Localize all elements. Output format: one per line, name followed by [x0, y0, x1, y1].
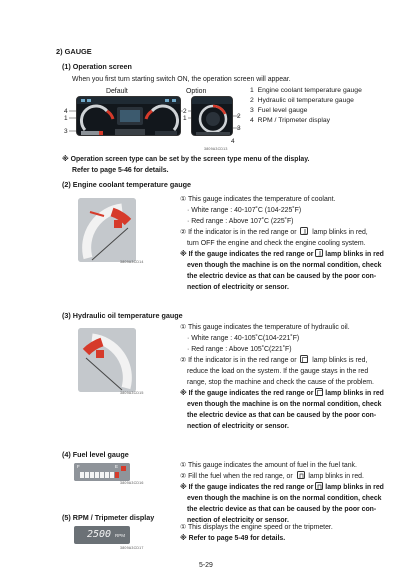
hydraulic-lamp-icon — [300, 355, 308, 363]
page-number: 5-29 — [199, 562, 213, 569]
fuel-lamp-icon — [297, 471, 305, 479]
operation-screen-default — [76, 96, 181, 136]
hydraulic-image-code: 3809A3CD15 — [120, 391, 144, 395]
fuel-e-label: E — [115, 464, 119, 469]
fuel-text: ① This gauge indicates the amount of fuel in the fuel tank. ② Fill the fuel when the red range, or lamp blinks in red. ※ If the gauge indicates the red range or lamp blinks in red even though the machine is on the normal condition, check the electric device as that can be caused by the poor con- nection of electricity or sensor. — [180, 462, 384, 524]
fuel-image-code: 3809A3CD16 — [120, 481, 144, 485]
legend-item-3: 3 Fuel level gauge — [250, 107, 308, 114]
operation-image-code: 3809A3CD13 — [204, 147, 228, 151]
label-option: Option — [186, 88, 207, 95]
coolant-lamp-icon — [300, 227, 308, 235]
callout-1-left: 1 — [64, 115, 68, 122]
rpm-image-code: 3809A3CD17 — [120, 546, 144, 550]
callout-4-left: 4 — [64, 108, 68, 115]
rpm-display-value: 2500 — [87, 529, 112, 540]
coolant-text: ① This gauge indicates the temperature of coolant. · White range : 40-107˚C (104-225˚F) · Red range : Above 107˚C (225˚F) ② If the indicator is in the red range or lamp blinks in red, turn OFF the engine and check the engine cooling system. ※ If the gauge indicates the red range or lamp blinks in red even though the machine is on the normal condition, check the electric device as that can be caused by the poor con- nection of electricity or sensor. — [180, 196, 384, 291]
section-title: 2) GAUGE — [56, 47, 92, 56]
operation-heading: (1) Operation screen — [62, 62, 132, 71]
operation-screen-option — [191, 96, 233, 136]
legend-item-2: 2 Hydraulic oil temperature gauge — [250, 97, 354, 104]
hydraulic-lamp-icon-2 — [315, 388, 323, 396]
hydraulic-heading: (3) Hydraulic oil temperature gauge — [62, 311, 183, 320]
rpm-heading: (5) RPM / Tripmeter display — [62, 513, 155, 522]
label-default: Default — [106, 88, 128, 95]
rpm-text: ① This displays the engine speed or the tripmeter. ※ Refer to page 5-49 for details. — [180, 524, 333, 542]
legend-item-1: 1 Engine coolant temperature gauge — [250, 87, 362, 94]
fuel-lamp-icon-2 — [315, 482, 323, 490]
callout-2-mid: 2 — [183, 108, 187, 115]
callout-3-right: 3 — [237, 125, 241, 132]
rpm-display-unit: RPM — [115, 533, 125, 538]
callout-3-left: 3 — [64, 128, 68, 135]
callout-2-right: 2 — [237, 113, 241, 120]
coolant-heading: (2) Engine coolant temperature gauge — [62, 180, 191, 189]
hydraulic-gauge-image — [78, 328, 136, 392]
fuel-heading: (4) Fuel level gauge — [62, 450, 129, 459]
fuel-f-label: F — [77, 464, 80, 469]
operation-intro: When you first turn starting switch ON, the operation screen will appear. — [72, 76, 291, 83]
callout-1-mid: 1 — [183, 115, 187, 122]
fuel-gauge-image — [74, 463, 130, 481]
coolant-gauge-image — [78, 198, 136, 262]
legend-item-4: 4 RPM / Tripmeter display — [250, 117, 331, 124]
callout-4-right: 4 — [231, 138, 235, 145]
operation-note-line2: Refer to page 5-46 for details. — [72, 167, 169, 174]
operation-note-line1: ※ Operation screen type can be set by the screen type menu of the display. — [62, 156, 310, 163]
hydraulic-text: ① This gauge indicates the temperature of hydraulic oil. · White range : 40-105˚C(104-221˚F) · Red range : Above 105˚C(221˚F) ② If the indicator is in the red range or lamp blinks is red, reduce the load on the system. If the gauge stays in the red range, stop the machine and check the cause of the problem. ※ If the gauge indicates the red range or lamp blinks in red even though the machine is on the normal condition, check the electric device as that can be caused by the poor con- nection of electricity or sensor. — [180, 324, 384, 430]
coolant-lamp-icon-2 — [315, 249, 323, 257]
coolant-image-code: 3809A3CD14 — [120, 260, 144, 264]
rpm-display-image — [74, 526, 130, 544]
